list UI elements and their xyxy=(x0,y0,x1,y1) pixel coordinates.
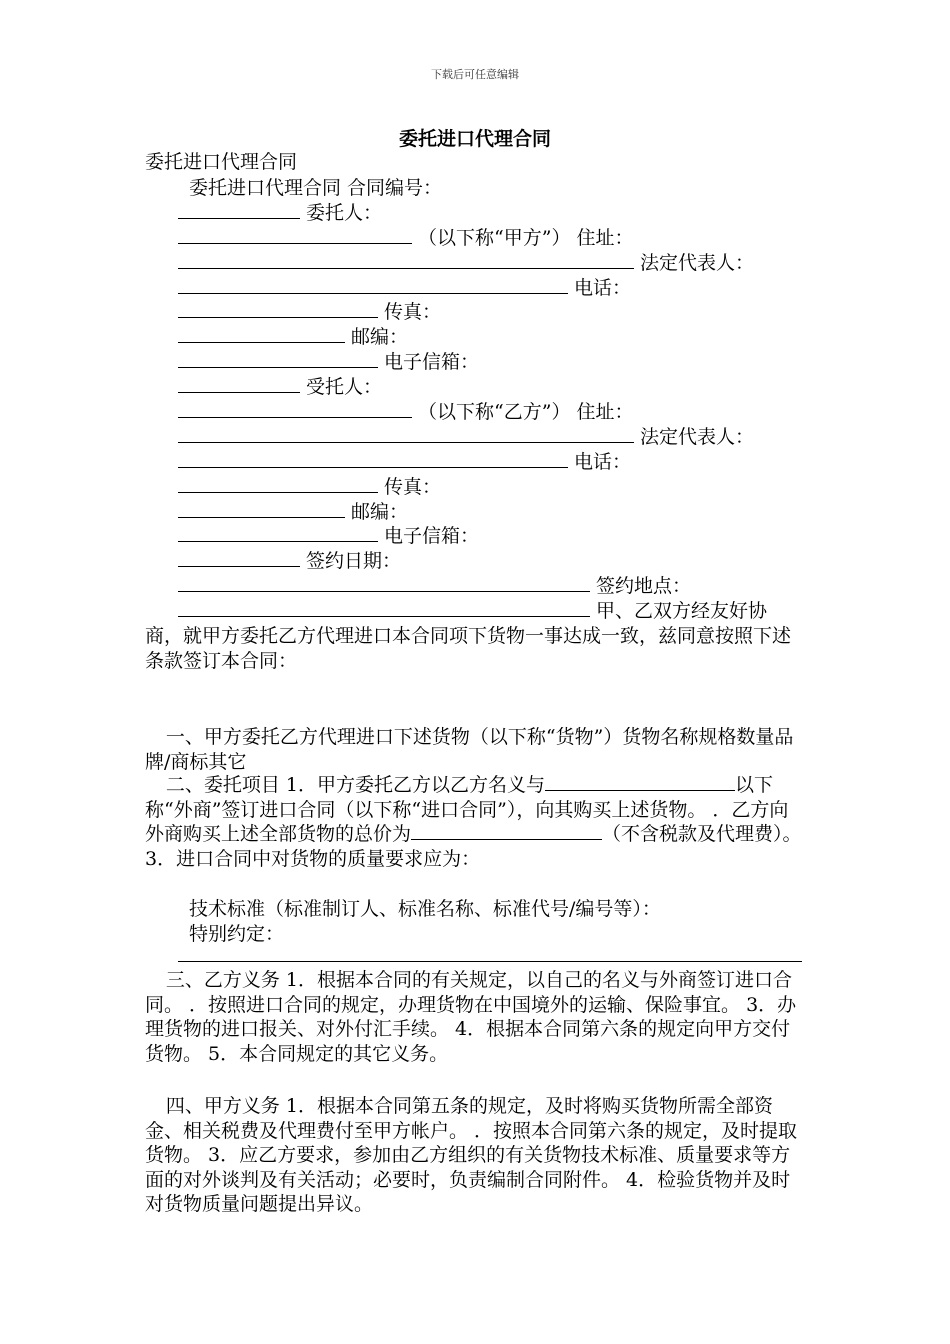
blank-field xyxy=(178,500,345,518)
party-b-rep-label: 法定代表人： xyxy=(640,426,755,448)
blank-field xyxy=(178,375,300,393)
blank-field xyxy=(178,425,634,443)
party-b-rep-line xyxy=(178,425,754,449)
party-b-alias-line xyxy=(178,400,634,424)
blank-field xyxy=(178,300,378,318)
parties-label: 甲、乙双方经友好协 xyxy=(596,600,768,622)
section-1: 一、甲方委托乙方代理进口下述货物（以下称“货物”）货物名称规格数量品牌/商标其它 xyxy=(145,726,794,773)
header-note: 下载后可任意编辑 xyxy=(431,68,519,81)
party-b-email-label: 电子信箱： xyxy=(384,525,480,547)
blank-field xyxy=(178,549,300,567)
blank-field xyxy=(545,773,735,791)
blank-field xyxy=(178,599,590,617)
blank-field xyxy=(178,524,378,542)
section-2 xyxy=(145,773,805,871)
tech-standard-line: 技术标准（标准制订人、标准名称、标准代号/编号等）： xyxy=(189,898,661,920)
party-a-phone-label: 电话： xyxy=(574,277,632,299)
party-b-phone-line xyxy=(178,450,631,474)
blank-field xyxy=(178,450,568,468)
party-a-zip-line xyxy=(178,325,408,349)
special-terms-blank xyxy=(178,961,802,962)
blank-field xyxy=(178,226,412,244)
party-a-rep-line xyxy=(178,251,754,275)
blank-field xyxy=(178,350,378,368)
blank-field xyxy=(178,325,345,343)
blank-field xyxy=(546,822,602,840)
party-a-alias-line xyxy=(178,226,634,250)
doc-heading: 委托进口代理合同 xyxy=(145,151,298,173)
section-3: 三、乙方义务 1．根据本合同的有关规定，以自己的名义与外商签订进口合同。 ．按照进口合同的规定，办理货物在中国境外的运输、保险事宜。 3．办理货物的进口报关、对外付汇手续。 4．根据本合同第六条的规定向甲方交付货物。 5．本合同规定的其它义务。 xyxy=(145,969,797,1065)
party-b-alias-label: （以下称“乙方”） 住址： xyxy=(418,401,634,423)
party-b-zip-line xyxy=(178,500,408,524)
agent-label: 受托人： xyxy=(306,376,383,398)
blank-field xyxy=(178,475,378,493)
party-a-email-label: 电子信箱： xyxy=(384,351,480,373)
sign-place-label: 签约地点： xyxy=(596,575,692,597)
blank-field xyxy=(411,822,546,840)
parties-line xyxy=(178,599,767,623)
party-b-zip-label: 邮编： xyxy=(351,501,409,523)
blank-field xyxy=(178,201,300,219)
sign-place-line xyxy=(178,574,691,598)
party-b-fax-line xyxy=(178,475,441,499)
party-a-zip-label: 邮编： xyxy=(351,326,409,348)
intro-paragraph: 商，就甲方委托乙方代理进口本合同项下货物一事达成一致，兹同意按照下述条款签订本合同： xyxy=(145,625,792,672)
sign-date-label: 签约日期： xyxy=(306,550,402,572)
section-4: 四、甲方义务 1．根据本合同第五条的规定，及时将购买货物所需全部资金、相关税费及代理费付至甲方帐户。 ．按照本合同第六条的规定，及时提取货物。 3．应乙方要求，参加由乙方组织的有关货物技术标准、质量要求等方面的对外谈判及有关活动；必要时，负责编制合同附件。 4．检验货物并及时对货物质量问题提出异议。 xyxy=(145,1095,798,1215)
principal-line xyxy=(178,201,382,225)
page-title: 委托进口代理合同 xyxy=(398,128,551,150)
party-a-phone-line xyxy=(178,276,631,300)
blank-field xyxy=(178,251,634,269)
section-2-part-c: （不含税款及代理费）。 3．进口合同中对货物的质量要求应为： xyxy=(145,823,802,870)
blank-field xyxy=(178,574,590,592)
party-b-fax-label: 传真： xyxy=(384,476,442,498)
special-terms-line: 特别约定： xyxy=(189,923,285,945)
party-b-phone-label: 电话： xyxy=(574,451,632,473)
party-a-email-line xyxy=(178,350,479,374)
blank-field xyxy=(178,400,412,418)
section-2-part-b: 以下称“外商”签订进口合同（以下称“进口合同”），向其购买上述货物。 ．乙方向外商购买上述全部货物的总价为 xyxy=(145,774,789,845)
agent-line xyxy=(178,375,382,399)
principal-label: 委托人： xyxy=(306,202,383,224)
party-a-fax-line xyxy=(178,300,441,324)
blank-field xyxy=(178,276,568,294)
sign-date-line xyxy=(178,549,401,573)
party-a-alias-label: （以下称“甲方”） 住址： xyxy=(418,227,634,249)
section-2-part-a: 二、委托项目 1．甲方委托乙方以乙方名义与 xyxy=(165,774,546,796)
party-a-fax-label: 传真： xyxy=(384,301,442,323)
party-b-email-line xyxy=(178,524,479,548)
contract-number-line: 委托进口代理合同 合同编号： xyxy=(189,177,443,199)
party-a-rep-label: 法定代表人： xyxy=(640,252,755,274)
